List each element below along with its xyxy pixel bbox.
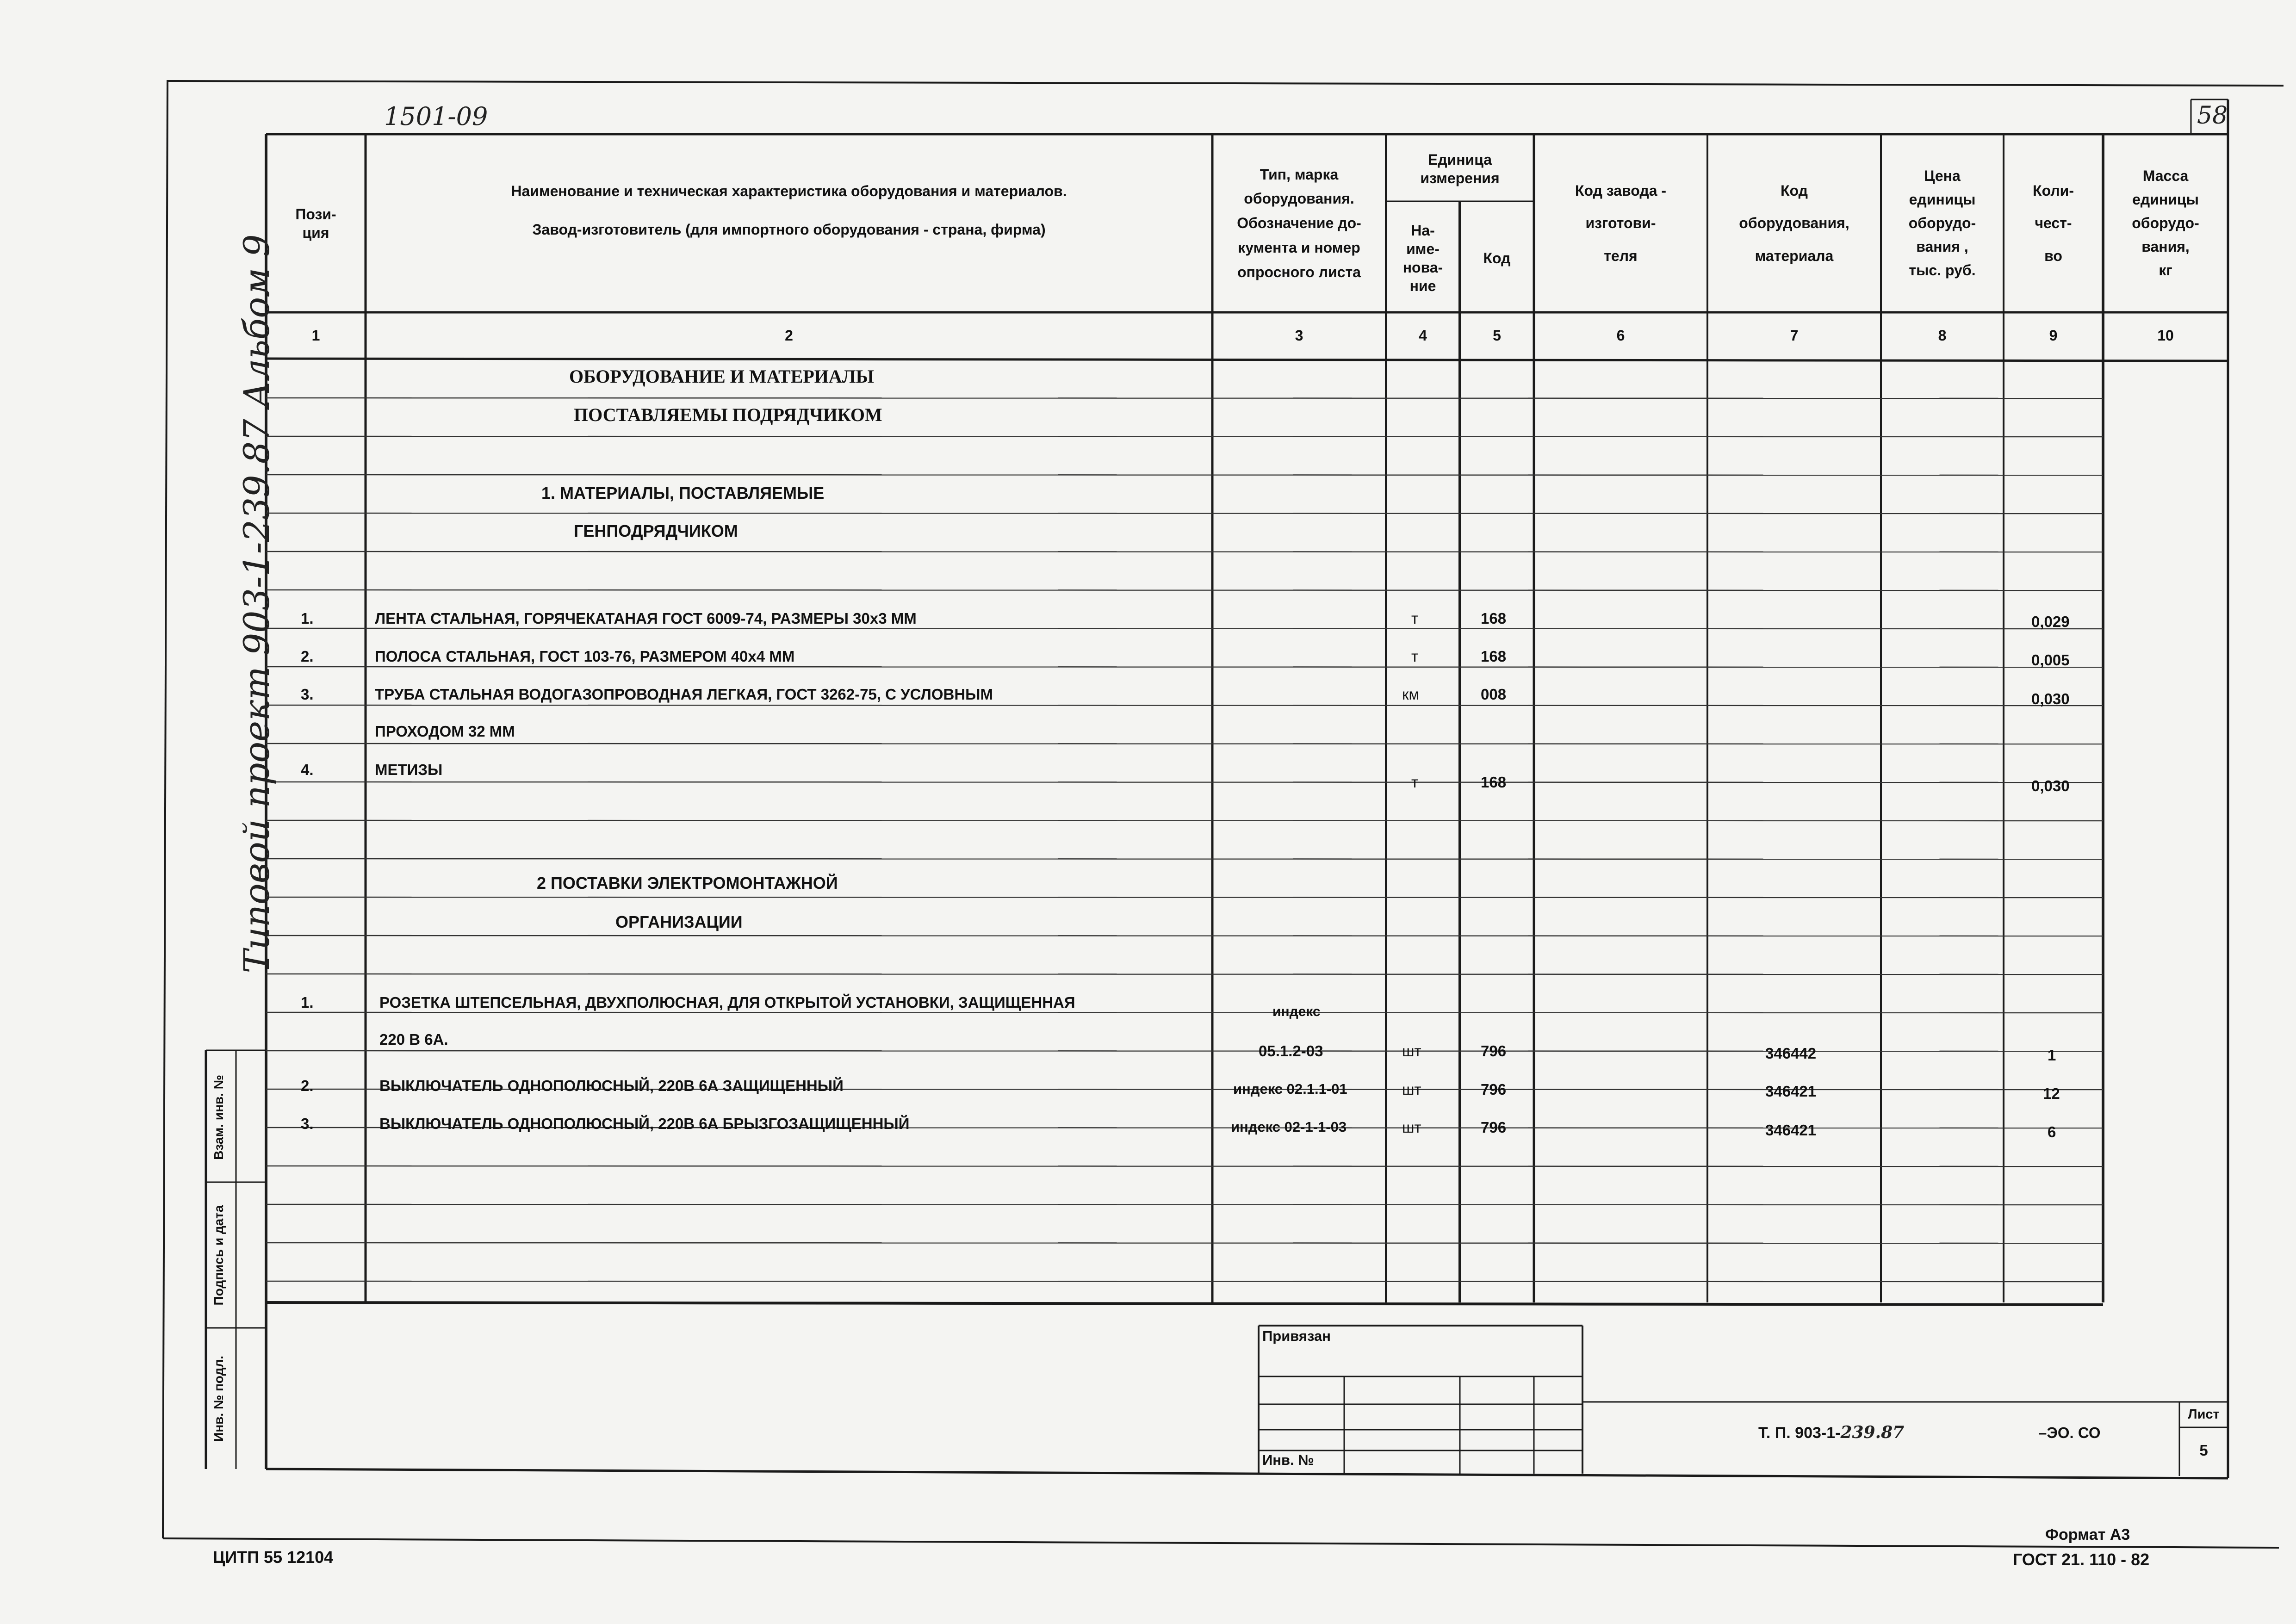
table-row-line: [266, 705, 2103, 706]
side-caption: Типовой проект 903-1-239.87 Альбом 9: [236, 234, 277, 973]
table-row-code: 796: [1481, 1119, 1507, 1136]
table-row-line: [266, 628, 2103, 629]
table-row-name-cont: 220 В 6А.: [379, 1031, 448, 1048]
footer-format: Формат А3: [2045, 1526, 2130, 1543]
table-row-name: РОЗЕТКА ШТЕПСЕЛЬНАЯ, ДВУХПОЛЮСНАЯ, ДЛЯ ОТКРЫТОЙ УСТАНОВКИ, ЗАЩИЩЕННАЯ: [379, 994, 1075, 1011]
stamp-sign-date: Подпись и дата: [211, 1205, 226, 1306]
table-row-qty: 0,029: [2031, 613, 2070, 630]
section1-title-line-1: 1. МАТЕРИАЛЫ, ПОСТАВЛЯЕМЫЕ: [541, 483, 825, 502]
table-row-code: 796: [1481, 1042, 1507, 1060]
table-row-pos: 2.: [301, 1077, 314, 1094]
table-row-line: [266, 513, 2103, 514]
table-row-name: ВЫКЛЮЧАТЕЛЬ ОДНОПОЛЮСНЫЙ, 220В 6А БРЫЗГОЗАЩИЩЕННЫЙ: [379, 1115, 910, 1132]
section2-title-line-1: 2 ПОСТАВКИ ЭЛЕКТРОМОНТАЖНОЙ: [537, 874, 838, 893]
table-row-unit: км: [1402, 686, 1420, 703]
designation-prefix: Т. П. 903-1-: [1758, 1424, 1841, 1442]
section1-title-line-2: ГЕНПОДРЯДЧИКОМ: [574, 521, 738, 540]
table-row-type-cont: 05.1.2-03: [1259, 1042, 1323, 1060]
col-number-8: 8: [1938, 327, 1947, 344]
section2-title-line-2: ОРГАНИЗАЦИИ: [615, 912, 743, 931]
table-row-line: [266, 1204, 2103, 1205]
table-row-qty: 1: [2048, 1047, 2056, 1064]
stamp-replace-inv: Взам. инв. №: [211, 1075, 226, 1160]
col-number-3: 3: [1295, 327, 1303, 344]
footer-gost: ГОСТ 21. 110 - 82: [2013, 1550, 2150, 1569]
header-name: Наименование и техническая характеристика оборудования и материалов. Завод-изготовитель (для импортного оборудования - страна, фирма): [511, 182, 1067, 238]
document-designation: [1758, 1423, 1904, 1442]
table-row-unit: шт: [1402, 1119, 1421, 1136]
footer-print-code: ЦИТП 55 12104: [213, 1548, 334, 1567]
table-row-unit: т: [1411, 648, 1419, 665]
table-row-line: [266, 820, 2103, 821]
col-number-5: 5: [1493, 327, 1501, 344]
table-row-line: [266, 1012, 2103, 1013]
table-row-code: 796: [1481, 1081, 1507, 1098]
table-row-pos: 2.: [301, 648, 314, 665]
sheet-label: Лист: [2188, 1407, 2220, 1422]
table-row-pos: 1.: [301, 994, 314, 1011]
header-unit-code: Код: [1483, 249, 1511, 267]
table-row-pos: 3.: [301, 686, 314, 703]
table-row-qty: 0,005: [2031, 651, 2070, 669]
table-row-name: ЛЕНТА СТАЛЬНАЯ, ГОРЯЧЕКАТАНАЯ ГОСТ 6009-74, РАЗМЕРЫ 30х3 ММ: [375, 610, 917, 627]
table-row-material-code: 346442: [1765, 1045, 1817, 1062]
table-row-name-cont: ПРОХОДОМ 32 ММ: [375, 723, 515, 740]
table-row-unit: шт: [1402, 1042, 1421, 1060]
header-factory-code: Код завода - изготови- теля: [1575, 182, 1667, 264]
table-row-unit: т: [1411, 774, 1419, 791]
title-bound: Привязан: [1262, 1328, 1331, 1344]
table-row-type: индекс 02-1-1-03: [1231, 1119, 1347, 1135]
table-row-qty: 6: [2048, 1123, 2056, 1141]
table-row-code: 168: [1481, 648, 1507, 665]
stamp-inv-no: Инв. № подл.: [211, 1356, 226, 1442]
table-row-unit: шт: [1402, 1081, 1421, 1098]
table-row-code: 008: [1481, 686, 1507, 703]
table-row-name: ПОЛОСА СТАЛЬНАЯ, ГОСТ 103-76, РАЗМЕРОМ 40х4 ММ: [375, 648, 795, 665]
table-row-pos: 3.: [301, 1115, 314, 1132]
table-row-unit: т: [1411, 610, 1419, 627]
table-row-qty: 12: [2043, 1085, 2060, 1102]
table-row-name: ВЫКЛЮЧАТЕЛЬ ОДНОПОЛЮСНЫЙ, 220В 6А ЗАЩИЩЕННЫЙ: [379, 1077, 844, 1094]
col-number-1: 1: [311, 327, 320, 344]
col-number-2: 2: [785, 327, 793, 344]
col-number-6: 6: [1616, 327, 1625, 344]
table-row-type: индекс 02.1.1-01: [1233, 1081, 1347, 1097]
designation-handwritten: 239.87: [1840, 1423, 1905, 1442]
col-number-7: 7: [1790, 327, 1799, 344]
table-row-pos: 1.: [301, 610, 314, 627]
page-number: 58: [2197, 102, 2228, 130]
header-quantity: Коли- чест- во: [2033, 182, 2074, 264]
sheet-number: 5: [2199, 1442, 2208, 1459]
table-row-line: [266, 1281, 2103, 1282]
header-material-code: Код оборудования, материала: [1739, 182, 1849, 264]
archive-number: 1501-09: [384, 102, 488, 131]
table-row-line: [266, 436, 2103, 437]
table-row-name: ТРУБА СТАЛЬНАЯ ВОДОГАЗОПРОВОДНАЯ ЛЕГКАЯ, ГОСТ 3262-75, С УСЛОВНЫМ: [375, 686, 993, 703]
col-number-4: 4: [1419, 327, 1427, 344]
table-row-qty: 0,030: [2031, 690, 2070, 707]
header-type: Тип, марка оборудования. Обозначение до- кумента и номер опросного листа: [1237, 166, 1361, 280]
table-row-material-code: 346421: [1765, 1083, 1817, 1100]
header-unit-group: Единица измерения: [1420, 151, 1500, 186]
header-unit-name: На- име- нова- ние: [1402, 222, 1443, 294]
designation-suffix: –ЭО. СО: [2038, 1424, 2101, 1441]
table-row-name: МЕТИЗЫ: [375, 761, 443, 778]
table-row-material-code: 346421: [1765, 1122, 1817, 1139]
col-number-9: 9: [2049, 327, 2058, 344]
header-mass: Масса единицы оборудо- вания, кг: [2132, 167, 2199, 279]
main-title-line-2: ПОСТАВЛЯЕМЫ ПОДРЯДЧИКОМ: [574, 404, 882, 425]
title-inv-no: Инв. №: [1262, 1452, 1314, 1468]
header-price: Цена единицы оборудо- вания , тыс. руб.: [1908, 167, 1976, 279]
table-row-type: индекс: [1272, 1004, 1321, 1019]
header-position: Пози- ция: [295, 205, 336, 241]
table-row-line: [266, 897, 2103, 898]
table-row-qty: 0,030: [2031, 777, 2070, 794]
table-row-pos: 4.: [301, 761, 314, 778]
table-row-code: 168: [1481, 774, 1507, 791]
main-title-line-1: ОБОРУДОВАНИЕ И МАТЕРИАЛЫ: [569, 366, 874, 387]
table-row-code: 168: [1481, 610, 1507, 627]
col-number-10: 10: [2157, 327, 2174, 344]
